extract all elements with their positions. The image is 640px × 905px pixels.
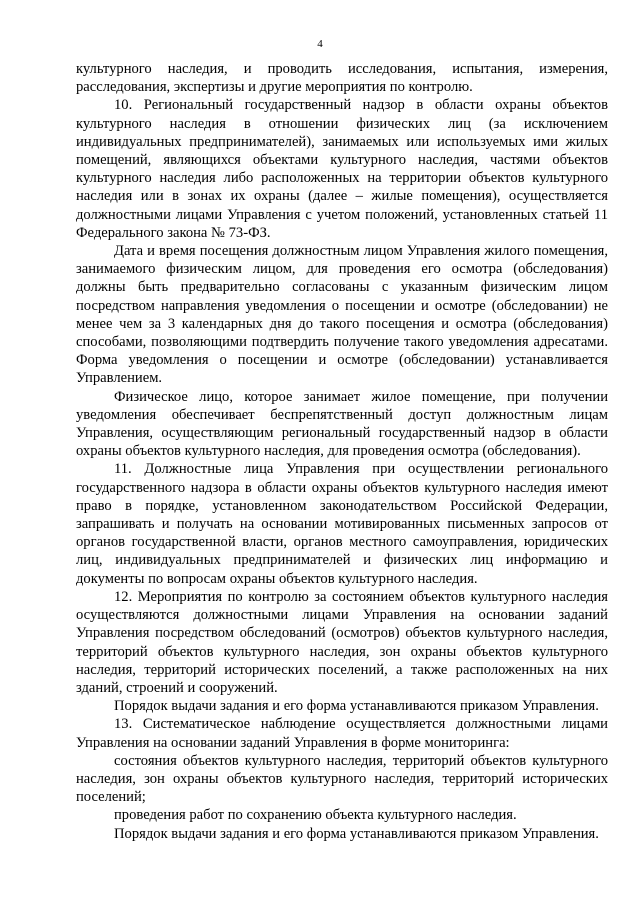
paragraph-access: Физическое лицо, которое занимает жилое помещение, при получении уведомления обеспечивает беспрепятственный доступ должностным лицам Управления, осуществляющим региональный государственный надзор в области охраны объектов культурного наследия, для проведения осмотра (обследования). (76, 388, 608, 460)
paragraph-13: 13. Систематическое наблюдение осуществляется должностными лицами Управления на основании заданий Управления в форме мониторинга: (76, 716, 608, 751)
paragraph-task-order-2: Порядок выдачи задания и его форма устанавливаются приказом Управления. (114, 825, 599, 842)
paragraph-continuation: культурного наследия, и проводить исследования, испытания, измерения, расследования, экспертизы и другие мероприятия по контролю. (76, 61, 608, 96)
paragraph-monitoring-state: состояния объектов культурного наследия, территорий объектов культурного наследия, зон охраны объектов культурного наследия, территорий исторических поселений; (76, 752, 608, 806)
paragraph-12: 12. Мероприятия по контролю за состоянием объектов культурного наследия осуществляются должностными лицами Управления на основании заданий Управления посредством обследований (осмотров) объектов культурного наследия, территорий объектов культурного наследия, зон охраны объектов культурного наследия, территорий исторических поселений, а также расположенных на них зданий, строений и сооружений. (76, 588, 608, 696)
document-body (76, 60, 608, 843)
paragraph-visit-date: Дата и время посещения должностным лицом Управления жилого помещения, занимаемого физическим лицом, для проведения его осмотра (обследования) должны быть предварительно согласованы с указанным физическим лицом посредством направления уведомления о посещении и осмотре (обследовании) не менее чем за 3 календарных дня до такого посещения и осмотра (обследования) способами, позволяющими подтвердить получение такого уведомления адресатами. Форма уведомления о посещении и осмотре (обследовании) устанавливается Управлением. (76, 243, 608, 387)
paragraph-11: 11. Должностные лица Управления при осуществлении регионального государственного надзора в области охраны объектов культурного наследия имеют право в порядке, установленном законодательством Российской Федерации, запрашивать и получать на основании мотивированных письменных запросов от органов государственной власти, органов местного самоуправления, юридических лиц, индивидуальных предпринимателей и физических лиц информацию и документы по вопросам охраны объектов культурного наследия. (76, 461, 608, 587)
page-number: 4 (317, 38, 323, 50)
paragraph-10: 10. Региональный государственный надзор в области охраны объектов культурного наследия в отношении физических лиц (за исключением индивидуальных предпринимателей), занимаемых или используемых ими жилых помещений, являющихся объектами культурного наследия, частями объектов культурного наследия либо расположенных на территории объектов культурного наследия или в зонах их охраны (далее – жилые помещения), осуществляется должностными лицами Управления с учетом положений, установленных статьей 11 Федерального закона № 73-ФЗ. (76, 97, 608, 241)
paragraph-monitoring-works: проведения работ по сохранению объекта культурного наследия. (114, 807, 517, 824)
paragraph-task-order-1: Порядок выдачи задания и его форма устанавливаются приказом Управления. (114, 698, 599, 715)
